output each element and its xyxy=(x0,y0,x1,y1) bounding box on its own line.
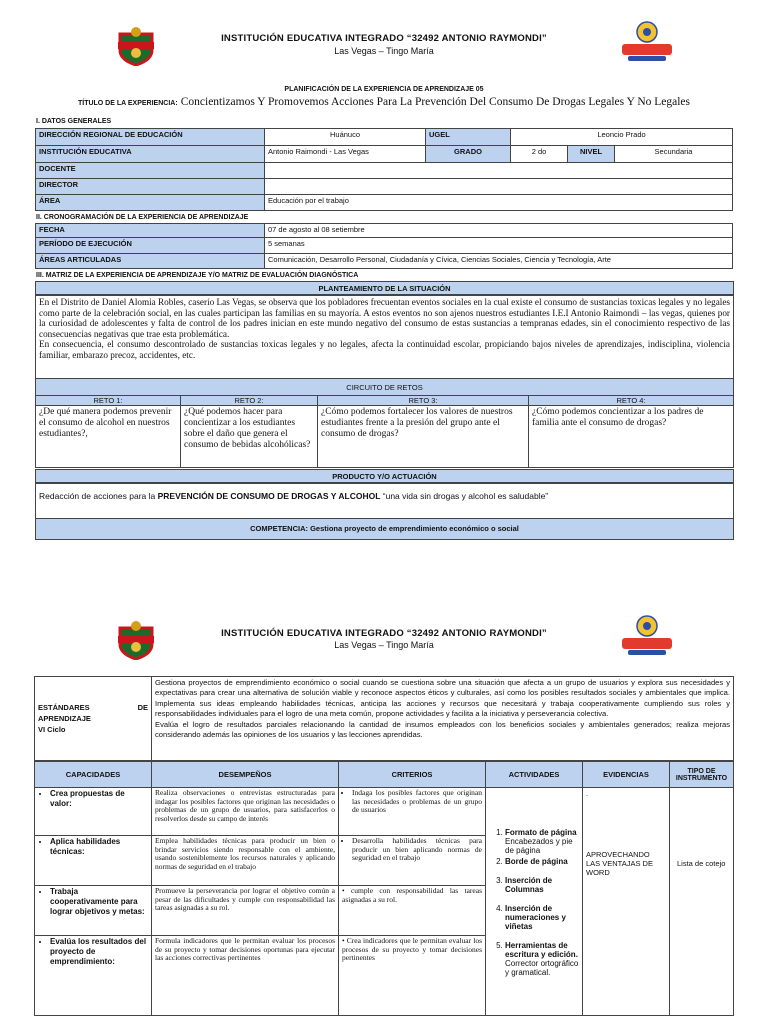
actividad-1-sub: Encabezados y pie de página xyxy=(505,836,573,855)
desempeno-2: Emplea habilidades técnicas para producir un bien o brindar servicios siendo responsable con el ambiente, usando sosteniblemente los recursos naturales y aplicando normas de seguridad en el trabajo xyxy=(152,836,339,886)
reto-4-text: ¿Cómo podemos concientizar a los padres de familia ante el consumo de drogas? xyxy=(529,406,734,468)
instrumento-text: Lista de cotejo xyxy=(677,859,726,868)
actividad-4-title: Inserción de numeraciones y viñetas xyxy=(505,903,566,931)
capacidad-4-text: • Evalúa los resultados del proyecto de emprendimiento: xyxy=(50,937,148,967)
estandar-text-1: Gestiona proyectos de emprendimiento económico o social cuando se cuestiona sobre una situación que afecta a un grupo de usuarios y explora sus necesidades y expectativas para crear una alternativa de solución viable y reconoce aspectos éticos y culturales, así como los posibles resultados sociales y ambientales que implica. Implementa sus ideas empleando habilidades técnicas, anticipa las acciones y recursos que necesitará y trabaja cooperativamente cumpliendo sus roles y responsabilidades individuales para el logro de una meta común, propone actividades y facilita a la iniciativa y perseverancia colectiva. xyxy=(155,678,730,719)
producto-bold: PREVENCIÓN DE CONSUMO DE DROGAS Y ALCOHOL xyxy=(157,491,381,501)
producto-post: “una vida sin drogas y alcohol es saludable” xyxy=(382,491,549,501)
actividades-list xyxy=(489,828,579,977)
area-label: ÁREA xyxy=(36,195,265,211)
institution-title: INSTITUCIÓN EDUCATIVA INTEGRADO “32492 ANTONIO RAYMONDI” xyxy=(221,33,547,44)
section-cronogramacion: II. CRONOGRAMACIÓN DE LA EXPERIENCIA DE APRENDIZAJE xyxy=(36,214,249,221)
col-capacidades: CAPACIDADES xyxy=(35,762,152,788)
nivel-value: Secundaria xyxy=(615,146,733,163)
actividad-5-sub: Corrector ortográfico y gramatical. xyxy=(505,958,579,977)
actividad-4 xyxy=(505,904,579,931)
criterio-4-text: Crea indicadores que le permitan evaluar los procesos de su proyecto y tomar decisiones pertinentes xyxy=(342,936,482,963)
cronogramacion-table xyxy=(35,223,733,269)
institution-title-page2: INSTITUCIÓN EDUCATIVA INTEGRADO “32492 ANTONIO RAYMONDI” xyxy=(221,628,547,639)
situacion-paragraph-1: En el Distrito de Daniel Alomia Robles, caserío Las Vegas, se observa que los pobladores frecuentan eventos sociales en la cual existe el consumo de sustancias toxicas legales y no legales como parte de la celebración social, en las cuales participan las familias en su mayoría. A estos eventos no son ajenos nuestros estudiantes I.E.I Antonio Raimondi – las vegas, quienes por la curiosidad de adolescentes y falta de control de los padres inician en este mundo negativo del consumo de estas sustancias a tempranas edades, sin el conocimiento respectivo de las consecuencias negativas que trae esta problemática. xyxy=(39,297,730,339)
capacidad-2-text: • Aplica habilidades técnicas: xyxy=(50,837,148,857)
institution-location: Las Vegas – Tingo María xyxy=(334,46,434,56)
grado-label: GRADO xyxy=(426,146,511,163)
fecha-label: FECHA xyxy=(36,224,265,238)
actividad-2 xyxy=(505,857,579,866)
competencia-bar: COMPETENCIA: Gestiona proyecto de emprendimiento económico o social xyxy=(35,518,734,540)
producto-header: PRODUCTO Y/O ACTUACIÓN xyxy=(35,469,734,484)
desempeno-4: Formula indicadores que le permitan evaluar los procesos de su proyecto y tomar decisiones oportunas para ejecutar las acciones correctivas pertinentes xyxy=(152,936,339,1016)
dre-label: DIRECCIÓN REGIONAL DE EDUCACIÓN xyxy=(36,129,265,146)
actividad-1 xyxy=(505,828,579,855)
criterio-2-text: • Desarrolla habilidades técnicas para producir un bien aplicando normas de seguridad en el trabajo xyxy=(352,837,482,863)
desempeno-1: Realiza observaciones o entrevistas estructuradas para indagar los posibles factores que originan las necesidades o problemas de un grupo de usuarios, para satisfacerlos o resolverlos desde su campo de interés xyxy=(152,788,339,836)
director-label: DIRECTOR xyxy=(36,179,265,195)
situacion-paragraph-2: En consecuencia, el consumo descontrolado de sustancias toxicas legales y no legales, afecta la continuidad escolar, propiciando bajos niveles de aprendizajes, indisciplina, violencia familiar, embarazo precoz, accidentes, etc. xyxy=(39,339,730,360)
estandares-label: ESTÁNDARES DE APRENDIZAJE xyxy=(38,703,148,723)
instrumento-cell xyxy=(670,788,734,1016)
actividad-3-title: Inserción de Columnas xyxy=(505,875,553,894)
docente-label: DOCENTE xyxy=(36,163,265,179)
planteamiento-header: PLANTEAMIENTO DE LA SITUACIÓN xyxy=(35,281,734,296)
section-datos-generales: I. DATOS GENERALES xyxy=(36,118,112,125)
reto-3-label: RETO 3: xyxy=(318,396,529,406)
actividad-2-title: Borde de página xyxy=(505,856,568,866)
actividad-1-title: Formato de página xyxy=(505,827,577,837)
director-value[interactable] xyxy=(265,179,733,195)
criterio-2 xyxy=(339,836,486,886)
periodo-label: PERÍODO DE EJECUCIÓN xyxy=(36,238,265,254)
experience-title-label: TÍTULO DE LA EXPERIENCIA: xyxy=(77,100,178,107)
capacidad-3 xyxy=(35,886,152,936)
institution-location-page2: Las Vegas – Tingo María xyxy=(334,640,434,650)
criterio-3: • cumple con responsabilidad las tareas asignadas a su rol. xyxy=(339,886,486,936)
producto-pre: Redacción de acciones para la xyxy=(39,491,156,501)
retos-table xyxy=(35,395,734,468)
grado-value: 2 do xyxy=(511,146,568,163)
circuito-retos-header: CIRCUITO DE RETOS xyxy=(35,378,734,397)
experience-title-text: Concientizamos Y Promovemos Acciones Para La Prevención Del Consumo De Drogas Legales Y No Legales xyxy=(180,96,691,108)
reto-1-label: RETO 1: xyxy=(36,396,181,406)
actividad-5-title: Herramientas de escritura y edición. xyxy=(505,940,578,959)
capacidad-1 xyxy=(35,788,152,836)
actividades-cell xyxy=(486,788,583,1016)
situacion-text xyxy=(35,294,734,382)
desempeno-3: Promueve la perseverancia por lograr el objetivo común a pesar de las dificultades y cumple con responsabilidad las tareas asignadas a su rol. xyxy=(152,886,339,936)
areas-articuladas-label: ÁREAS ARTICULADAS xyxy=(36,254,265,269)
datos-generales-table xyxy=(35,128,733,211)
reto-2-text: ¿Qué podemos hacer para concientizar a los estudiantes sobre el daño que genera el consumo de bebidas alcohólicas? xyxy=(181,406,318,468)
reto-2-label: RETO 2: xyxy=(181,396,318,406)
col-actividades: ACTIVIDADES xyxy=(486,762,583,788)
col-criterios: CRITERIOS xyxy=(339,762,486,788)
ugel-label: UGEL xyxy=(426,129,511,146)
fecha-value: 07 de agosto al 08 setiembre xyxy=(265,224,733,238)
experience-title xyxy=(0,96,768,108)
area-value: Educación por el trabajo xyxy=(265,195,733,211)
estandares-table xyxy=(34,676,734,761)
capacidad-4 xyxy=(35,936,152,1016)
reto-1-text: ¿De qué manera podemos prevenir el consumo de alcohol en nuestros estudiantes?, xyxy=(36,406,181,468)
capacidad-3-text: • Trabaja cooperativamente para lograr objetivos y metas: xyxy=(50,887,148,917)
periodo-value: 5 semanas xyxy=(265,238,733,254)
evidencia-dot: . xyxy=(586,789,589,798)
capacidad-2 xyxy=(35,836,152,886)
ciclo-label: VI Ciclo xyxy=(38,725,66,734)
estandares-label-cell xyxy=(35,677,152,761)
areas-articuladas-value: Comunicación, Desarrollo Personal, Ciudadanía y Cívica, Ciencias Sociales, Ciencia y Tecnología, Arte xyxy=(265,254,733,269)
ie-label: INSTITUCIÓN EDUCATIVA xyxy=(36,146,265,163)
criterio-1-text: • Indaga los posibles factores que originan las necesidades o problemas de un grupo de usuarios xyxy=(352,789,482,815)
criterio-3-text: cumple con responsabilidad las tareas asignadas a su rol. xyxy=(342,886,482,904)
evidencias-cell xyxy=(583,788,670,1016)
nivel-label: NIVEL xyxy=(568,146,615,163)
estandar-text-2: Evalúa el logro de resultados parciales relacionando la cantidad de insumos empleados con los beneficios sociales y ambientales generados; realiza mejoras considerando además las opiniones de los usuarios y las lecciones aprendidas. xyxy=(155,719,730,740)
evidencia-text: APROVECHANDO LAS VENTAJAS DE WORD xyxy=(586,850,653,877)
docente-value[interactable] xyxy=(265,163,733,179)
capacidad-1-text: • Crea propuestas de valor: xyxy=(50,789,148,809)
capacidades-table xyxy=(34,761,734,1016)
criterio-4: • Crea indicadores que le permitan evaluar los procesos de su proyecto y tomar decisiones pertinentes xyxy=(339,936,486,1016)
estandar-description xyxy=(152,677,734,761)
reto-3-text: ¿Cómo podemos fortalecer los valores de nuestros estudiantes frente a la presión del grupo ante el consumo de drogas? xyxy=(318,406,529,468)
plan-title: PLANIFICACIÓN DE LA EXPERIENCIA DE APRENDIZAJE 05 xyxy=(284,86,484,93)
ugel-value: Leoncio Prado xyxy=(511,129,733,146)
actividad-5 xyxy=(505,941,579,977)
col-desempenos: DESEMPEÑOS xyxy=(152,762,339,788)
dre-value: Huánuco xyxy=(265,129,426,146)
actividad-3 xyxy=(505,876,579,894)
col-tipo-instrumento: TIPO DE INSTRUMENTO xyxy=(670,762,734,788)
col-evidencias: EVIDENCIAS xyxy=(583,762,670,788)
ie-value: Antonio Raimondi - Las Vegas xyxy=(265,146,426,163)
reto-4-label: RETO 4: xyxy=(529,396,734,406)
section-matriz: III. MATRIZ DE LA EXPERIENCIA DE APRENDIZAJE Y/O MATRIZ DE EVALUACIÓN DIAGNÓSTICA xyxy=(36,272,359,279)
criterio-1 xyxy=(339,788,486,836)
